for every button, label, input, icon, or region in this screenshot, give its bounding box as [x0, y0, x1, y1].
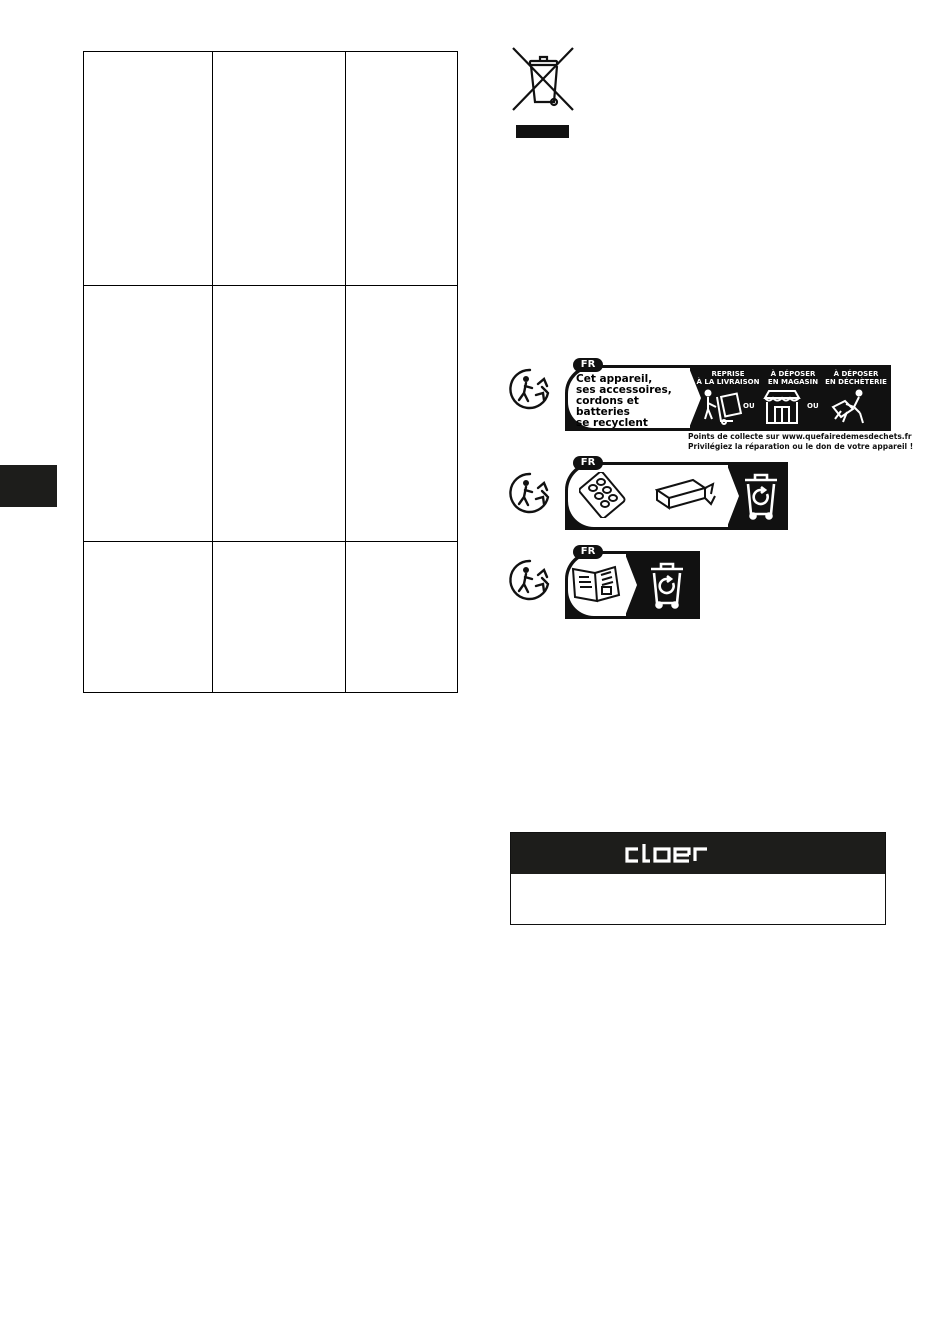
option-label-shop: À DÉPOSER EN MAGASIN: [767, 370, 819, 386]
spec-table: [83, 51, 458, 693]
table-cell: [346, 542, 458, 693]
recycling-info-badge: [565, 365, 891, 431]
shop-icon: [761, 389, 803, 425]
recycling-bin-icon: [743, 472, 779, 520]
triman-icon: [508, 367, 554, 411]
or-separator: OU: [743, 402, 755, 410]
table-cell: [84, 52, 213, 286]
packaging-recycling-badge: [565, 462, 788, 530]
country-tag: FR: [573, 545, 603, 559]
brand-box: [510, 832, 886, 925]
delivery-trolley-icon: [703, 389, 745, 425]
table-cell: [346, 286, 458, 542]
triman-icon: [508, 558, 554, 602]
table-cell: [213, 542, 346, 693]
recycling-centre-icon: [829, 389, 871, 425]
recycling-message: Cet appareil, ses accessoires, cordons et batteries se recyclent: [576, 373, 672, 429]
blister-pack-icon: [579, 472, 627, 518]
cloer-logo: [623, 843, 717, 865]
table-cell: [346, 52, 458, 286]
option-label-delivery: REPRISE À LA LIVRAISON: [696, 370, 760, 386]
triman-icon: [508, 471, 554, 515]
plus-sign: +: [633, 476, 655, 506]
option-label-recycling-centre: À DÉPOSER EN DÉCHÈTERIE: [825, 370, 887, 386]
or-separator: OU: [807, 402, 819, 410]
country-tag: FR: [573, 358, 603, 372]
cardboard-box-icon: [655, 476, 719, 516]
recycling-bin-icon: [649, 561, 685, 609]
country-tag: FR: [573, 456, 603, 470]
collection-note: Points de collecte sur www.quefairedemesdechets.fr Privilégiez la réparation ou le don de votre appareil !: [688, 432, 914, 451]
table-cell: [213, 52, 346, 286]
table-cell: [84, 286, 213, 542]
table-cell: [213, 286, 346, 542]
section-tab-marker: [0, 465, 57, 507]
manual-booklet-icon: [571, 563, 623, 605]
brand-header-bar: [511, 833, 885, 874]
table-cell: [84, 542, 213, 693]
crossed-out-wheelie-bin-icon: [510, 44, 576, 140]
manual-recycling-badge: [565, 551, 700, 619]
